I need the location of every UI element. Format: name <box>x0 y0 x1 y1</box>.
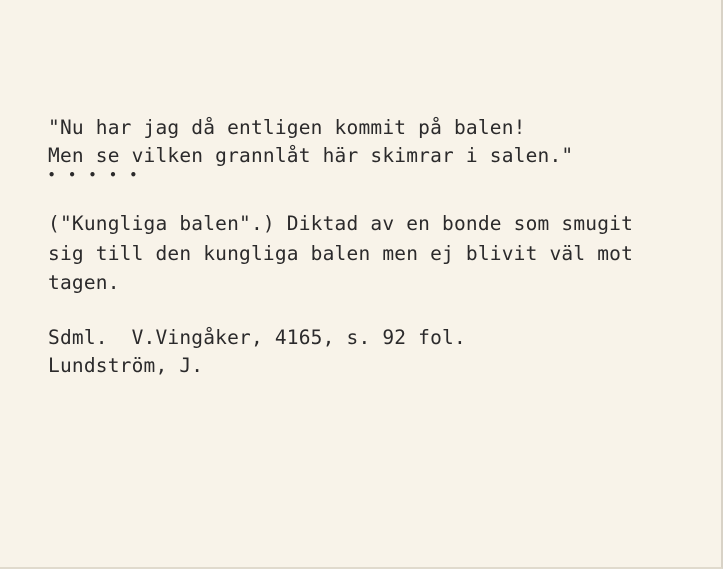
ellipsis-dots: • • • • • <box>48 168 141 182</box>
collector-name: Lundström, J. <box>48 354 204 377</box>
verse-line-2: Men se vilken grannlåt här skimrar i salen." <box>48 144 574 167</box>
note-line-3: tagen. <box>48 271 120 294</box>
note-line-1: ("Kungliga balen".) Diktad av en bonde som smugit <box>48 212 634 235</box>
source-reference: Sdml. V.Vingåker, 4165, s. 92 fol. <box>48 326 466 349</box>
verse-line-1: "Nu har jag då entligen kommit på balen! <box>48 116 526 139</box>
note-line-2: sig till den kungliga balen men ej blivit väl mot <box>48 242 634 265</box>
